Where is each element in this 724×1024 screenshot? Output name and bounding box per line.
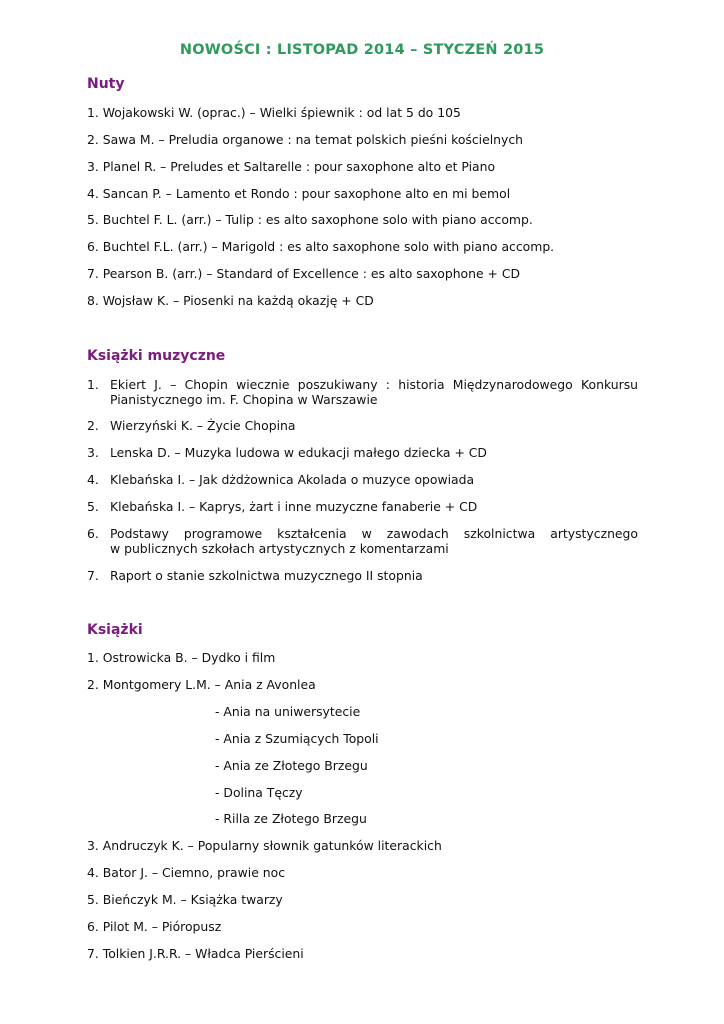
list-item <box>87 445 487 460</box>
list-item: 6. Pilot M. – Pióropusz <box>87 919 222 934</box>
item-text-line-1: Podstawy programowe kształcenia w zawodach szkolnictwa artystycznego <box>110 526 638 541</box>
list-item <box>87 568 423 583</box>
list-item: 1. Ostrowicka B. – Dydko i film <box>87 650 276 665</box>
item-number: 6. <box>87 526 99 541</box>
list-item: 2. Montgomery L.M. – Ania z Avonlea <box>87 677 316 692</box>
page-title: NOWOŚCI : LISTOPAD 2014 – STYCZEŃ 2015 <box>179 42 545 58</box>
item-number: 5. <box>87 499 99 514</box>
sub-list-item: - Ania ze Złotego Brzegu <box>215 758 368 773</box>
list-item: 3. Andruczyk K. – Popularny słownik gatunków literackich <box>87 838 442 853</box>
item-text: Lenska D. – Muzyka ludowa w edukacji małego dziecka + CD <box>110 445 487 460</box>
list-item: 8. Wojsław K. – Piosenki na każdą okazję + CD <box>87 293 374 308</box>
list-item: 4. Bator J. – Ciemno, prawie noc <box>87 865 286 880</box>
list-item: 1. Wojakowski W. (oprac.) – Wielki śpiewnik : od lat 5 do 105 <box>87 105 461 120</box>
list-item: 5. Bieńczyk M. – Książka twarzy <box>87 892 283 907</box>
item-number: 4. <box>87 472 99 487</box>
sub-list-item: - Ania z Szumiących Topoli <box>215 731 379 746</box>
list-item: 7. Tolkien J.R.R. – Władca Pierścieni <box>87 946 304 961</box>
list-item <box>87 472 474 487</box>
item-text: Wierzyński K. – Życie Chopina <box>110 418 296 433</box>
sub-list-item: - Rilla ze Złotego Brzegu <box>215 811 367 826</box>
section-heading-ksiazki-muzyczne: Książki muzyczne <box>87 348 226 364</box>
item-text-line-2: w publicznych szkołach artystycznych z komentarzami <box>110 541 449 556</box>
list-item: 3. Planel R. – Preludes et Saltarelle : pour saxophone alto et Piano <box>87 159 496 174</box>
section-heading-nuty: Nuty <box>87 76 125 92</box>
list-item: 2. Sawa M. – Preludia organowe : na temat polskich pieśni kościelnych <box>87 132 524 147</box>
item-text: Raport o stanie szkolnictwa muzycznego II stopnia <box>110 568 423 583</box>
list-item <box>87 377 638 407</box>
section-heading-ksiazki: Książki <box>87 622 143 638</box>
sub-list-item: - Ania na uniwersytecie <box>215 704 361 719</box>
list-item <box>87 499 477 514</box>
item-text: Klebańska I. – Jak dżdżownica Akolada o muzyce opowiada <box>110 472 475 487</box>
item-number: 3. <box>87 445 99 460</box>
list-item: 6. Buchtel F.L. (arr.) – Marigold : es alto saxophone solo with piano accomp. <box>87 239 555 254</box>
list-item: 4. Sancan P. – Lamento et Rondo : pour saxophone alto en mi bemol <box>87 186 511 201</box>
sub-list-item: - Dolina Tęczy <box>215 785 303 800</box>
list-item: 7. Pearson B. (arr.) – Standard of Excellence : es alto saxophone + CD <box>87 266 521 281</box>
list-item: 5. Buchtel F. L. (arr.) – Tulip : es alto saxophone solo with piano accomp. <box>87 212 533 227</box>
item-number: 7. <box>87 568 99 583</box>
item-text-line-1: Ekiert J. – Chopin wiecznie poszukiwany : historia Międzynarodowego Konkursu <box>110 377 638 392</box>
item-text-line-2: Pianistycznego im. F. Chopina w Warszawie <box>110 392 378 407</box>
list-item <box>87 418 295 433</box>
list-item <box>87 526 638 556</box>
item-number: 1. <box>87 377 99 392</box>
item-text: Klebańska I. – Kaprys, żart i inne muzyczne fanaberie + CD <box>110 499 478 514</box>
item-number: 2. <box>87 418 99 433</box>
